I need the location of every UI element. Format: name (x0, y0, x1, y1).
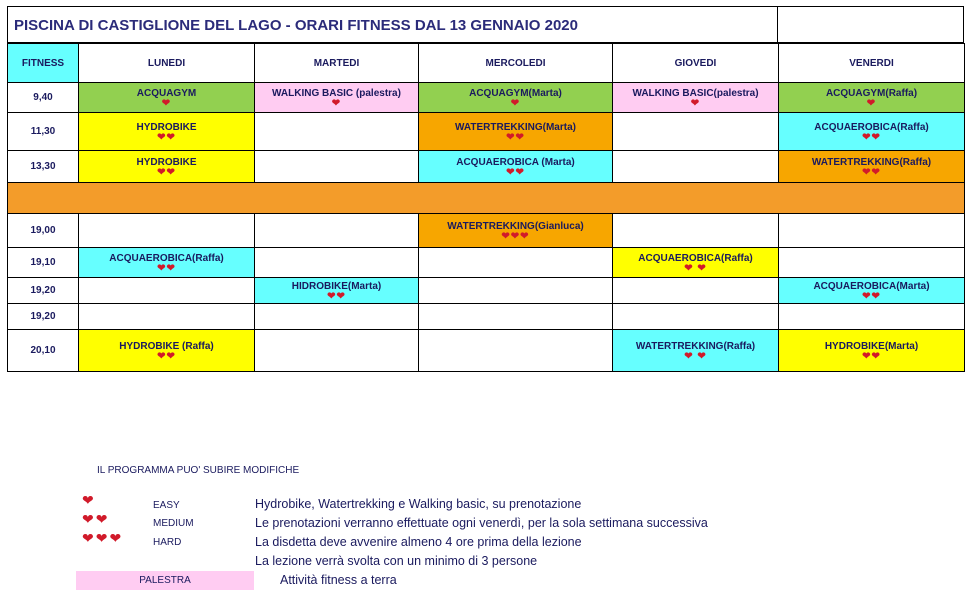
class-cell (79, 330, 255, 372)
time-cell: 19,10 (8, 248, 79, 278)
class-cell (79, 151, 255, 183)
time-cell: 13,30 (8, 151, 79, 183)
class-cell (779, 278, 965, 304)
class-label: ACQUAEROBICA (Marta) (456, 156, 575, 168)
day-header-venerdi: VENERDI (779, 44, 965, 83)
class-label: WALKING BASIC(palestra) (632, 87, 759, 99)
class-label: ACQUAEROBICA(Raffa) (109, 252, 224, 264)
legend-hard-text: La disdetta deve avvenire almeno 4 ore prima della lezione (255, 535, 582, 549)
class-label: HIDROBIKE(Marta) (291, 280, 382, 292)
class-cell (419, 113, 613, 151)
time-cell: 20,10 (8, 330, 79, 372)
schedule-note: IL PROGRAMMA PUO' SUBIRE MODIFICHE (97, 465, 300, 476)
empty-cell (613, 151, 779, 183)
difficulty-hearts-icon: ❤ ❤ (684, 350, 707, 362)
schedule-table (7, 43, 965, 372)
difficulty-hearts-icon: ❤❤❤ (501, 230, 530, 242)
empty-cell (613, 214, 779, 248)
schedule-row (8, 83, 965, 113)
empty-cell (255, 330, 419, 372)
empty-cell (419, 278, 613, 304)
class-label: WALKING BASIC (palestra) (272, 87, 401, 99)
difficulty-hearts-icon: ❤❤ (862, 290, 881, 302)
empty-cell (79, 304, 255, 330)
class-label: ACQUAGYM(Raffa) (825, 87, 918, 99)
page-title: PISCINA DI CASTIGLIONE DEL LAGO - ORARI FITNESS DAL 13 GENNAIO 2020 (7, 6, 777, 43)
class-cell (613, 248, 779, 278)
empty-cell (613, 304, 779, 330)
empty-cell (779, 304, 965, 330)
class-cell (255, 278, 419, 304)
empty-cell (419, 330, 613, 372)
schedule-row (8, 113, 965, 151)
separator-row (8, 183, 965, 214)
class-label: WATERTREKKING(Marta) (455, 121, 576, 133)
empty-cell (255, 214, 419, 248)
difficulty-hearts-icon: ❤❤ (157, 350, 176, 362)
schedule-row (8, 330, 965, 372)
class-cell (255, 83, 419, 113)
class-cell (779, 151, 965, 183)
empty-cell (419, 248, 613, 278)
empty-cell (779, 248, 965, 278)
class-label: HYDROBIKE (136, 156, 197, 168)
empty-cell (255, 304, 419, 330)
empty-cell (79, 214, 255, 248)
class-cell (79, 83, 255, 113)
separator-band (8, 183, 965, 214)
class-label: WATERTREKKING(Raffa) (811, 156, 932, 168)
difficulty-hearts-icon: ❤ ❤ (684, 262, 707, 274)
difficulty-hearts-icon: ❤❤ (506, 131, 525, 143)
schedule-row (8, 248, 965, 278)
legend-easy-hearts: ❤ (82, 492, 96, 508)
class-cell (779, 330, 965, 372)
time-cell: 19,20 (8, 278, 79, 304)
time-cell: 19,20 (8, 304, 79, 330)
schedule-row (8, 304, 965, 330)
difficulty-hearts-icon: ❤❤ (862, 166, 881, 178)
difficulty-hearts-icon: ❤❤ (157, 262, 176, 274)
schedule-row (8, 214, 965, 248)
empty-cell (419, 304, 613, 330)
difficulty-hearts-icon: ❤ (510, 97, 521, 109)
time-cell: 19,00 (8, 214, 79, 248)
empty-cell (613, 278, 779, 304)
class-label: WATERTREKKING(Raffa) (635, 340, 756, 352)
difficulty-hearts-icon: ❤❤ (862, 131, 881, 143)
time-cell: 9,40 (8, 83, 79, 113)
class-label: ACQUAEROBICA(Raffa) (814, 121, 929, 133)
legend-minimum-text: La lezione verrà svolta con un minimo di 3 persone (255, 554, 538, 568)
empty-cell (255, 113, 419, 151)
empty-cell (255, 248, 419, 278)
difficulty-hearts-icon: ❤ (161, 97, 172, 109)
class-cell (613, 330, 779, 372)
class-cell (419, 151, 613, 183)
day-header-martedi: MARTEDI (255, 44, 419, 83)
schedule-row (8, 278, 965, 304)
palestra-legend-desc: Attività fitness a terra (280, 573, 397, 587)
class-label: ACQUAGYM (136, 87, 197, 99)
difficulty-hearts-icon: ❤ (331, 97, 342, 109)
legend-medium-hearts: ❤❤ (82, 511, 110, 527)
class-label: HYDROBIKE(Marta) (824, 340, 919, 352)
time-cell: 11,30 (8, 113, 79, 151)
legend-easy-level: EASY (153, 500, 180, 511)
difficulty-hearts-icon: ❤ (866, 97, 877, 109)
class-cell (419, 214, 613, 248)
class-label: HYDROBIKE (Raffa) (119, 340, 214, 352)
class-cell (779, 113, 965, 151)
class-label: WATERTREKKING(Gianluca) (447, 220, 584, 232)
difficulty-hearts-icon: ❤❤ (157, 166, 176, 178)
header-row (8, 44, 965, 83)
class-cell (79, 248, 255, 278)
empty-cell (255, 151, 419, 183)
class-label: ACQUAGYM(Marta) (469, 87, 562, 99)
legend-hard-hearts: ❤❤❤ (82, 530, 124, 546)
difficulty-hearts-icon: ❤❤ (506, 166, 525, 178)
schedule-row (8, 151, 965, 183)
legend-medium-text: Le prenotazioni verranno effettuate ogni venerdì, per la sola settimana successiva (255, 516, 708, 530)
empty-cell (779, 214, 965, 248)
fitness-header: FITNESS (8, 44, 79, 83)
difficulty-hearts-icon: ❤❤ (157, 131, 176, 143)
difficulty-hearts-icon: ❤❤ (862, 350, 881, 362)
class-cell (79, 113, 255, 151)
palestra-legend-box: PALESTRA (76, 571, 254, 590)
class-cell (419, 83, 613, 113)
legend-hard-level: HARD (153, 537, 182, 548)
class-cell (613, 83, 779, 113)
legend-medium-level: MEDIUM (153, 518, 194, 529)
title-side-cell (777, 6, 964, 43)
class-label: ACQUAEROBICA(Marta) (813, 280, 930, 292)
legend-easy-text: Hydrobike, Watertrekking e Walking basic, su prenotazione (255, 497, 582, 511)
difficulty-hearts-icon: ❤❤ (327, 290, 346, 302)
class-label: HYDROBIKE (136, 121, 197, 133)
class-cell (779, 83, 965, 113)
empty-cell (79, 278, 255, 304)
difficulty-hearts-icon: ❤ (690, 97, 701, 109)
day-header-mercoledi: MERCOLEDI (419, 44, 613, 83)
day-header-giovedi: GIOVEDI (613, 44, 779, 83)
empty-cell (613, 113, 779, 151)
class-label: ACQUAEROBICA(Raffa) (638, 252, 753, 264)
day-header-lunedi: LUNEDI (79, 44, 255, 83)
